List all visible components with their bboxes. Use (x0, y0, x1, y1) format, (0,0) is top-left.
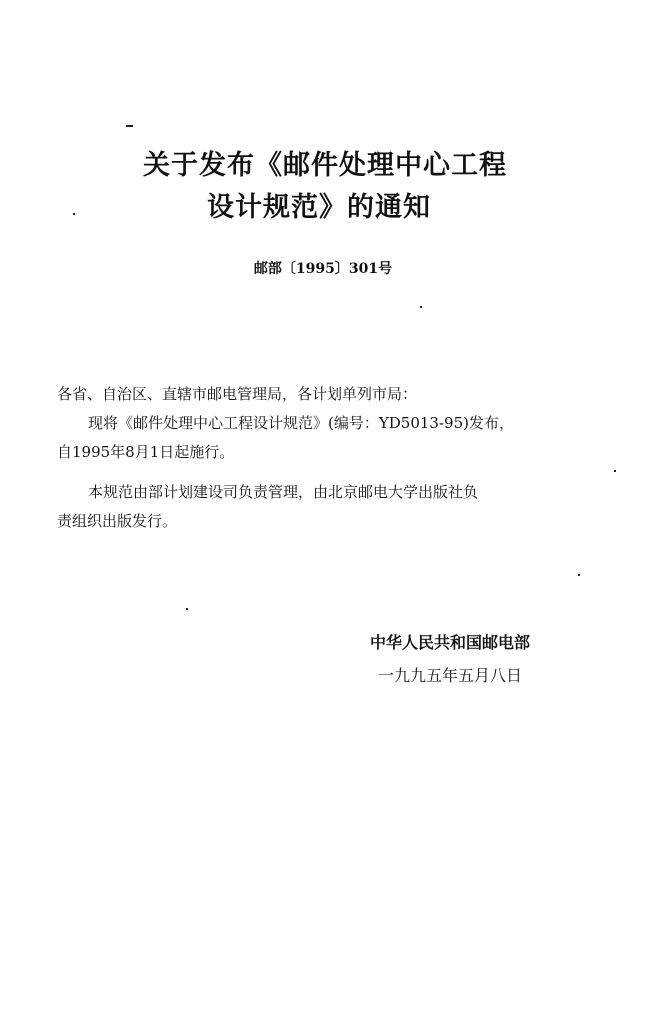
scan-speck (578, 574, 580, 576)
paragraph-2-line-1: 本规范由部计划建设司负责管理，由北京邮电大学出版社负 (88, 483, 479, 501)
document-number: 邮部〔1995〕301号 (253, 261, 393, 277)
notice-title-line2: 设计规范》的通知 (207, 192, 431, 223)
issuing-authority: 中华人民共和国邮电部 (370, 633, 531, 652)
paragraph-1-line-1: 现将《邮件处理中心工程设计规范》(编号：YD5013-95)发布， (88, 414, 514, 432)
scan-speck (614, 470, 616, 472)
scan-speck (186, 608, 188, 610)
issue-date: 一九九五年五月八日 (378, 666, 523, 685)
paragraph-2-line-2: 责组织出版发行。 (57, 512, 178, 530)
notice-title-line1: 关于发布《邮件处理中心工程 (143, 150, 507, 181)
addressee-line: 各省、自治区、直辖市邮电管理局，各计划单列市局： (57, 385, 418, 403)
scan-speck (420, 306, 422, 308)
paragraph-1-line-2: 自1995年8月1日起施行。 (57, 443, 235, 461)
scan-speck (126, 125, 133, 127)
